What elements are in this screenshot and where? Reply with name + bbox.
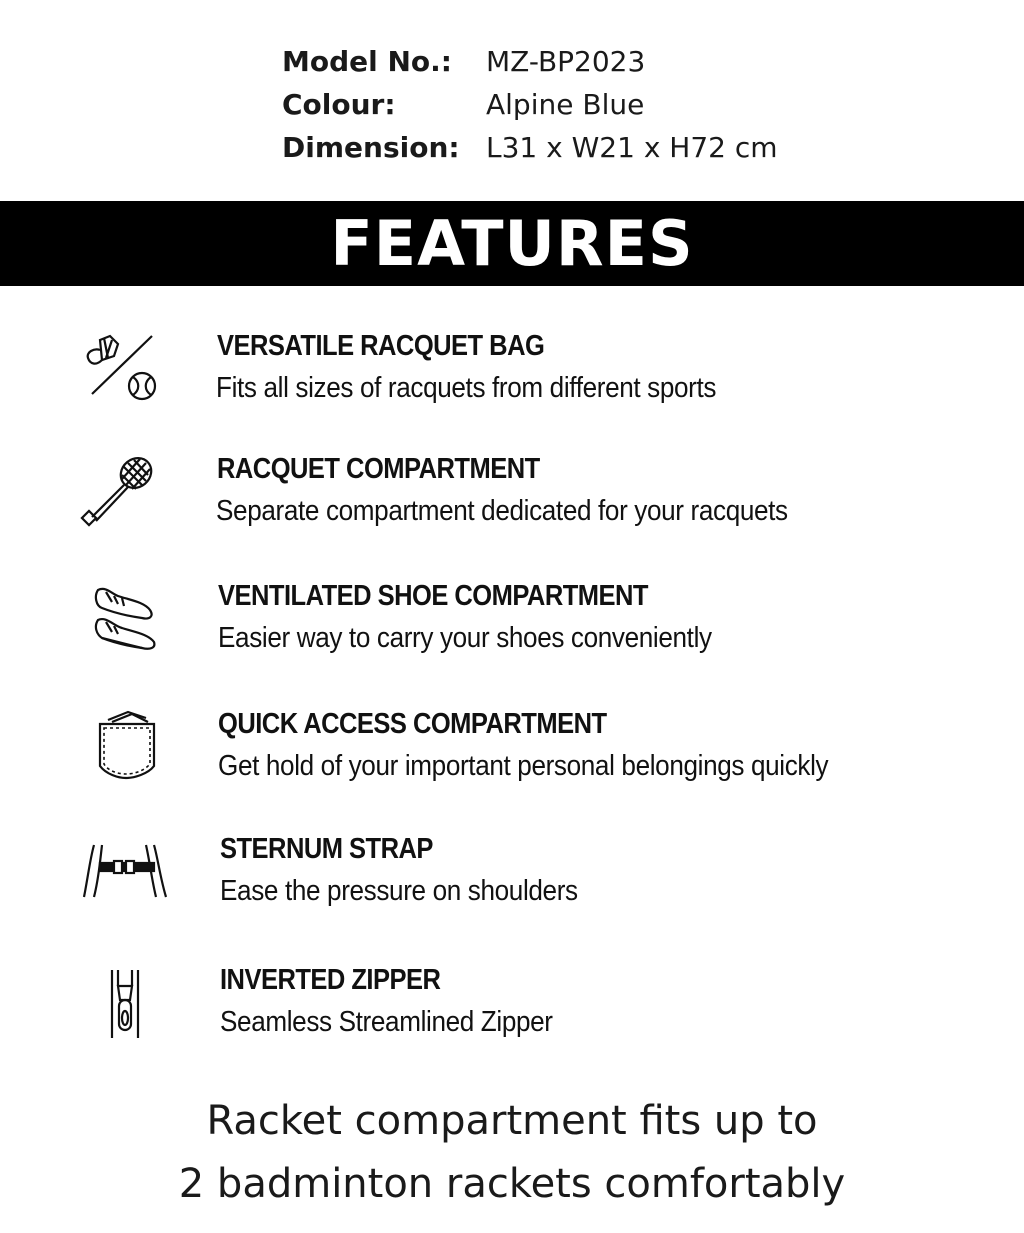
spec-label-model: Model No.: [282,45,452,78]
shoes-icon [84,580,174,660]
spec-value-colour: Alpine Blue [486,88,645,121]
feature-title: RACQUET COMPARTMENT [217,453,540,485]
feature-desc: Separate compartment dedicated for your racquets [216,495,788,527]
spec-label-colour: Colour: [282,88,396,121]
feature-desc: Fits all sizes of racquets from different sports [216,372,717,404]
feature-title: VERSATILE RACQUET BAG [217,330,545,362]
spec-value-dimension: L31 x W21 x H72 cm [486,131,778,164]
badminton-racquet-icon [78,453,168,533]
feature-quick-access-compartment [0,708,1024,808]
features-title: FEATURES [330,207,694,280]
feature-desc: Easier way to carry your shoes conveniently [218,622,712,654]
feature-versatile-racquet-bag [0,330,1024,430]
sternum-strap-icon [80,835,170,915]
spec-row-dimension [282,126,778,169]
spec-row-colour [282,83,778,126]
feature-desc: Seamless Streamlined Zipper [220,1006,553,1038]
feature-title: VENTILATED SHOE COMPARTMENT [218,580,648,612]
pocket-icon [88,708,178,788]
bottom-note-line-2: 2 badminton rackets comfortably [178,1161,846,1207]
bottom-note [0,1090,1024,1216]
feature-title: INVERTED ZIPPER [220,964,441,996]
spec-row-model [282,40,778,83]
zipper-icon [80,966,170,1046]
feature-inverted-zipper [0,964,1024,1064]
feature-racquet-compartment [0,453,1024,553]
feature-title: QUICK ACCESS COMPARTMENT [218,708,607,740]
features-banner [0,201,1024,286]
shuttlecock-ball-icon [80,330,170,410]
spec-value-model: MZ-BP2023 [486,45,646,78]
spec-label-dimension: Dimension: [282,131,460,164]
feature-desc: Ease the pressure on shoulders [220,875,578,907]
feature-sternum-strap [0,833,1024,933]
feature-title: STERNUM STRAP [220,833,433,865]
spec-table [282,40,778,169]
bottom-note-line-1: Racket compartment fits up to [206,1098,818,1144]
feature-ventilated-shoe-compartment [0,580,1024,680]
feature-desc: Get hold of your important personal belongings quickly [218,750,829,782]
